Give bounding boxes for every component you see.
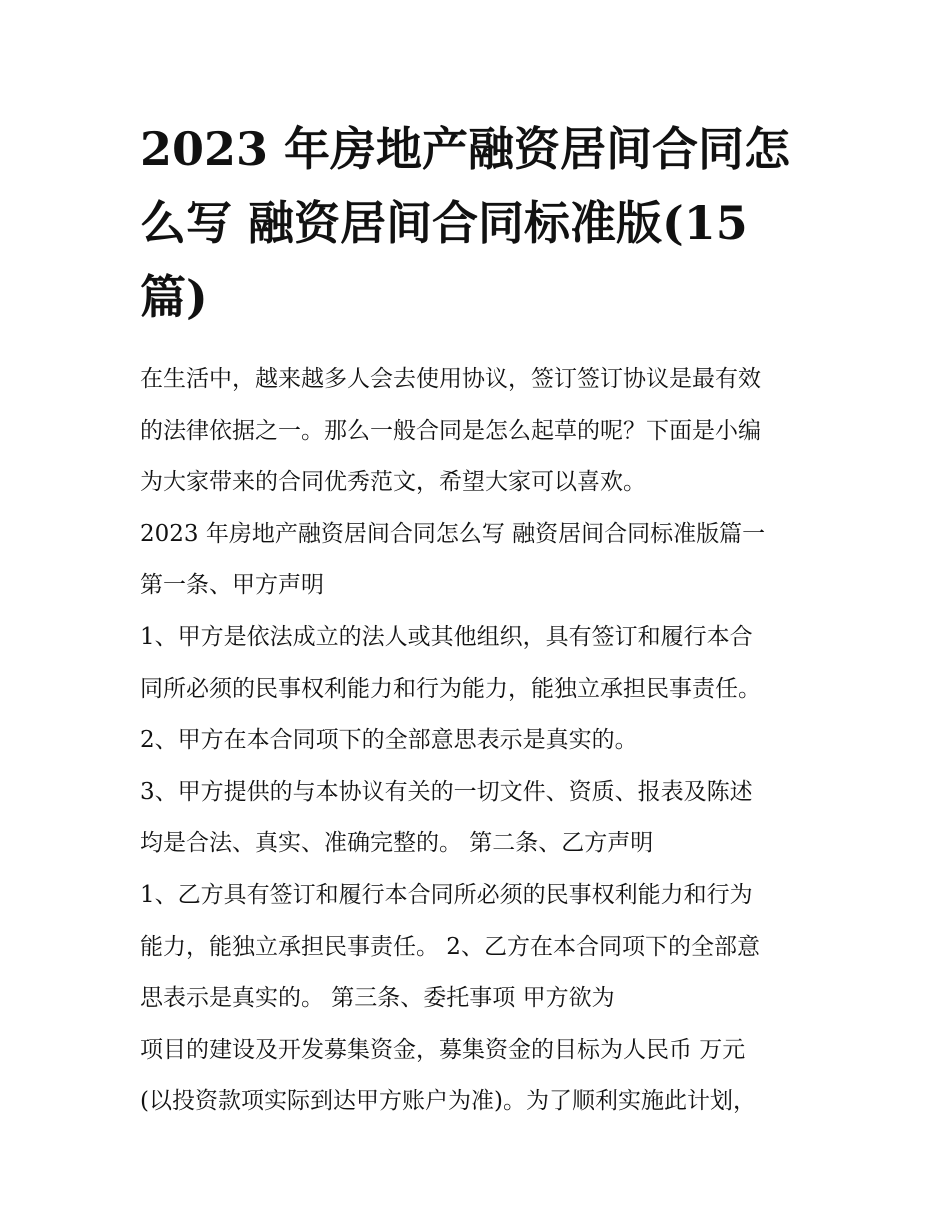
- body-line: 1、乙方具有签订和履行本合同所必须的民事权利能力和行为: [140, 881, 753, 908]
- body-line: 项目的建设及开发募集资金，募集资金的目标为人民币 万元: [140, 1036, 746, 1063]
- body-line: 思表示是真实的。 第三条、委托事项 甲方欲为: [140, 985, 615, 1012]
- body-line: (以投资款项实际到达甲方账户为准)。为了顺利实施此计划，: [140, 1088, 756, 1115]
- body-line: 均是合法、真实、准确完整的。 第二条、乙方声明: [140, 830, 654, 857]
- body-line: 同所必须的民事权利能力和行为能力，能独立承担民事责任。: [140, 675, 761, 702]
- body-line: 的法律依据之一。那么一般合同是怎么起草的呢？下面是小编: [140, 417, 761, 444]
- title-line: 2023 年房地产融资居间合同怎: [140, 122, 791, 176]
- document-body: [140, 354, 830, 1128]
- title-line: 篇): [140, 270, 208, 324]
- body-line: 3、甲方提供的与本协议有关的一切文件、资质、报表及陈述: [140, 778, 753, 805]
- body-line: 在生活中，越来越多人会去使用协议，签订签订协议是最有效: [140, 366, 761, 392]
- section-heading: 2023 年房地产融资居间合同怎么写 融资居间合同标准版篇一: [140, 520, 766, 547]
- body-line: 2、甲方在本合同项下的全部意思表示是真实的。: [140, 727, 638, 754]
- body-line: 为大家带来的合同优秀范文，希望大家可以喜欢。: [140, 469, 646, 496]
- title-line: 么写 融资居间合同标准版(15: [140, 196, 748, 250]
- body-line: 1、甲方是依法成立的法人或其他组织，具有签订和履行本合: [140, 623, 753, 650]
- clause-heading: 第一条、甲方声明: [140, 572, 324, 599]
- body-line: 能力，能独立承担民事责任。 2、乙方在本合同项下的全部意: [140, 933, 760, 960]
- document-title: [140, 112, 820, 334]
